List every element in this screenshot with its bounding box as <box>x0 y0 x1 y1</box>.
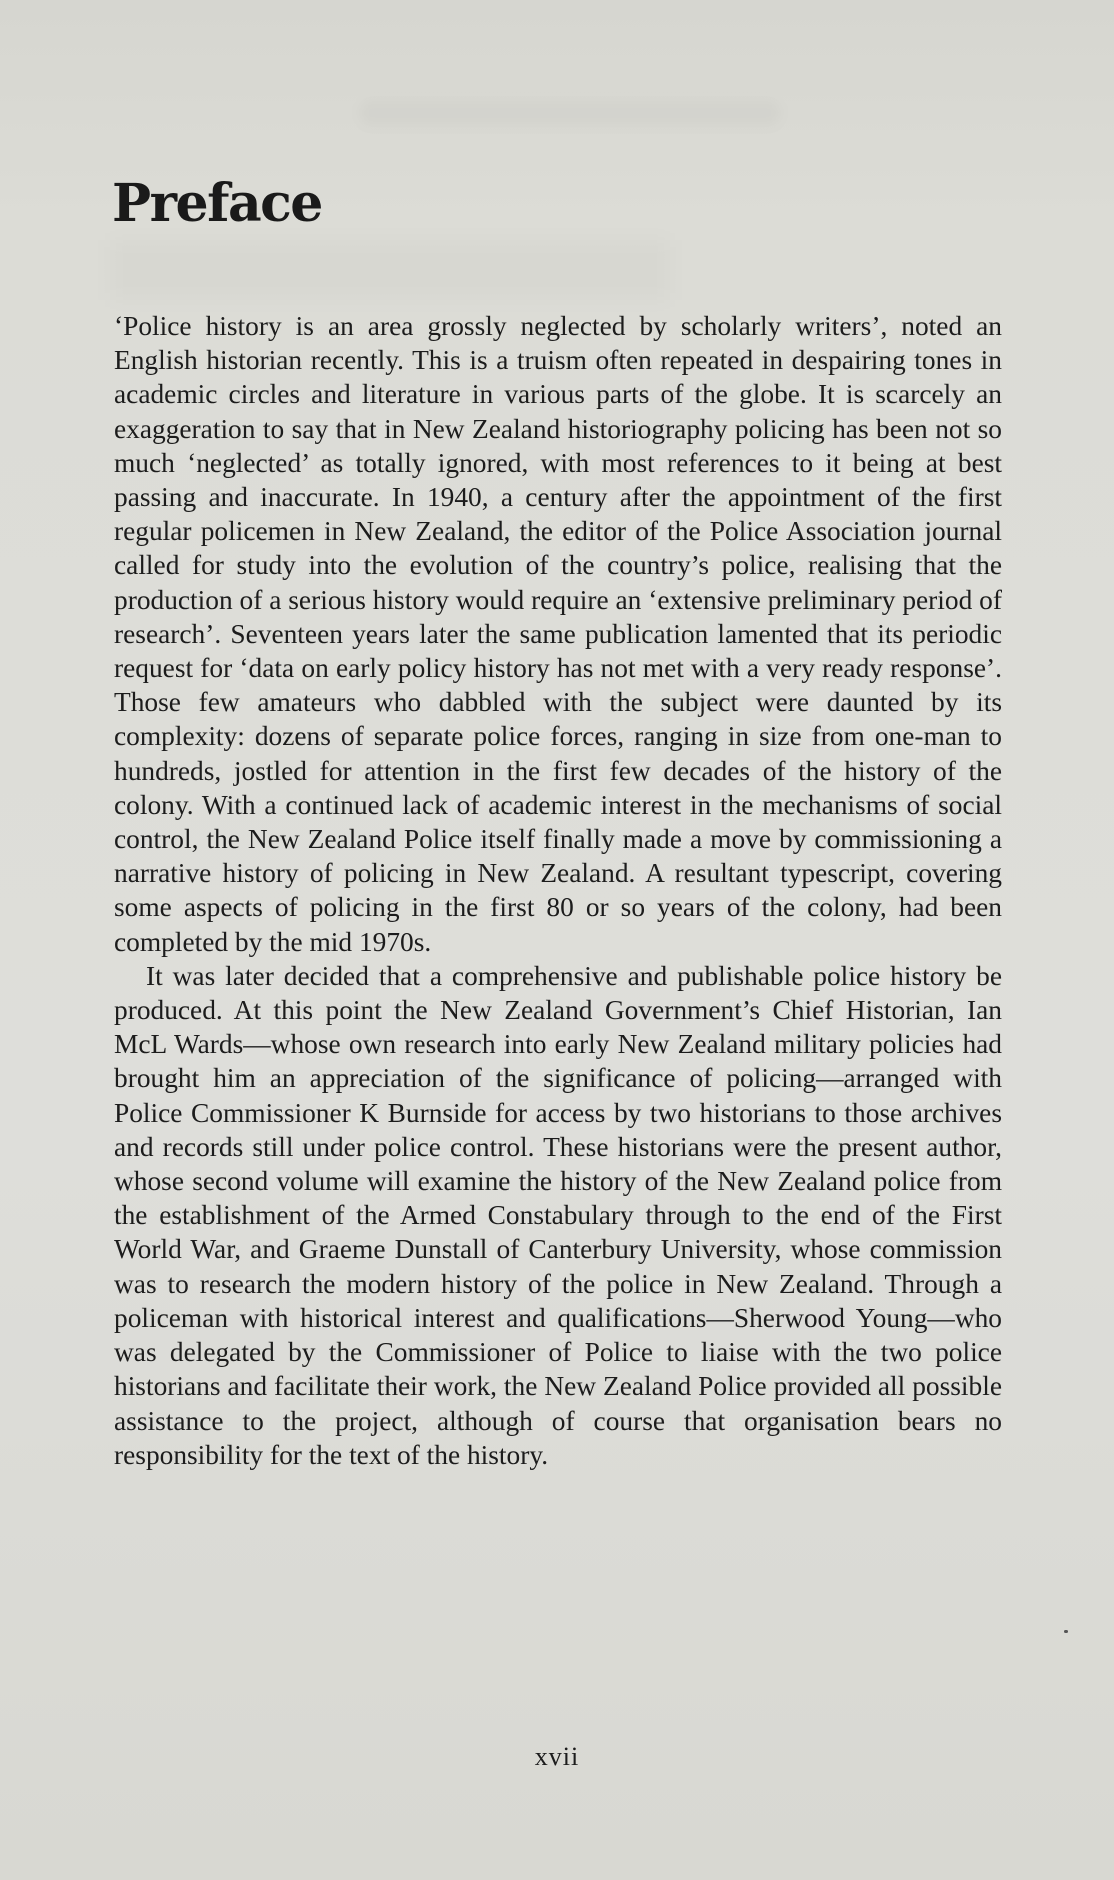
paragraph-2: It was later decided that a comprehensive and publishable police history be produced. At this point the New Zealand Government’s Chief Historian, Ian McL Wards—whose own research into early New Zealand military policies had brought him an appreciation of the significance of policing—arranged with Police Commissioner K Burnside for access by two historians to those archives and records still under police control. These historians were the present author, whose second volume will examine the history of the New Zealand police from the establishment of the Armed Constabulary through to the end of the First World War, and Graeme Dunstall of Canterbury University, whose commission was to research the modern history of the police in New Zealand. Through a policeman with historical interest and qualifications—Sherwood Young—who was delegated by the Commissioner of Police to liaise with the two police historians and facilitate their work, the New Zealand Police provided all possible assistance to the project, although of course that organisation bears no responsibility for the text of the history. <box>114 960 1002 1470</box>
body-text <box>114 309 1002 1472</box>
page-title: Preface <box>112 173 322 234</box>
paper-speck <box>1064 1630 1068 1633</box>
show-through-shadow <box>110 240 670 300</box>
show-through-shadow <box>360 100 780 126</box>
page-number: xvii <box>534 1742 580 1771</box>
paragraph-1: ‘Police history is an area grossly neglected by scholarly writers’, noted an English historian recently. This is a truism often repeated in despairing tones in academic circles and literature in various parts of the globe. It is scarcely an exaggeration to say that in New Zealand historiography policing has been not so much ‘neglected’ as totally ignored, with most references to it being at best passing and inaccurate. In 1940, a century after the appointment of the first regular policemen in New Zealand, the editor of the Police Association journal called for study into the evolution of the country’s police, realising that the production of a serious history would require an ‘extensive preliminary period of research’. Seventeen years later the same publication lamented that its periodic request for ‘data on early policy history has not met with a very ready response’. Those few amateurs who dabbled with the subject were daunted by its complexity: dozens of separate police forces, ranging in size from one-man to hundreds, jostled for attention in the first few decades of the history of the colony. With a continued lack of academic interest in the mechanisms of social control, the New Zealand Police itself finally made a move by commissioning a narrative history of policing in New Zealand. A resultant typescript, covering some aspects of policing in the first 80 or so years of the colony, had been completed by the mid 1970s. <box>114 311 1002 957</box>
